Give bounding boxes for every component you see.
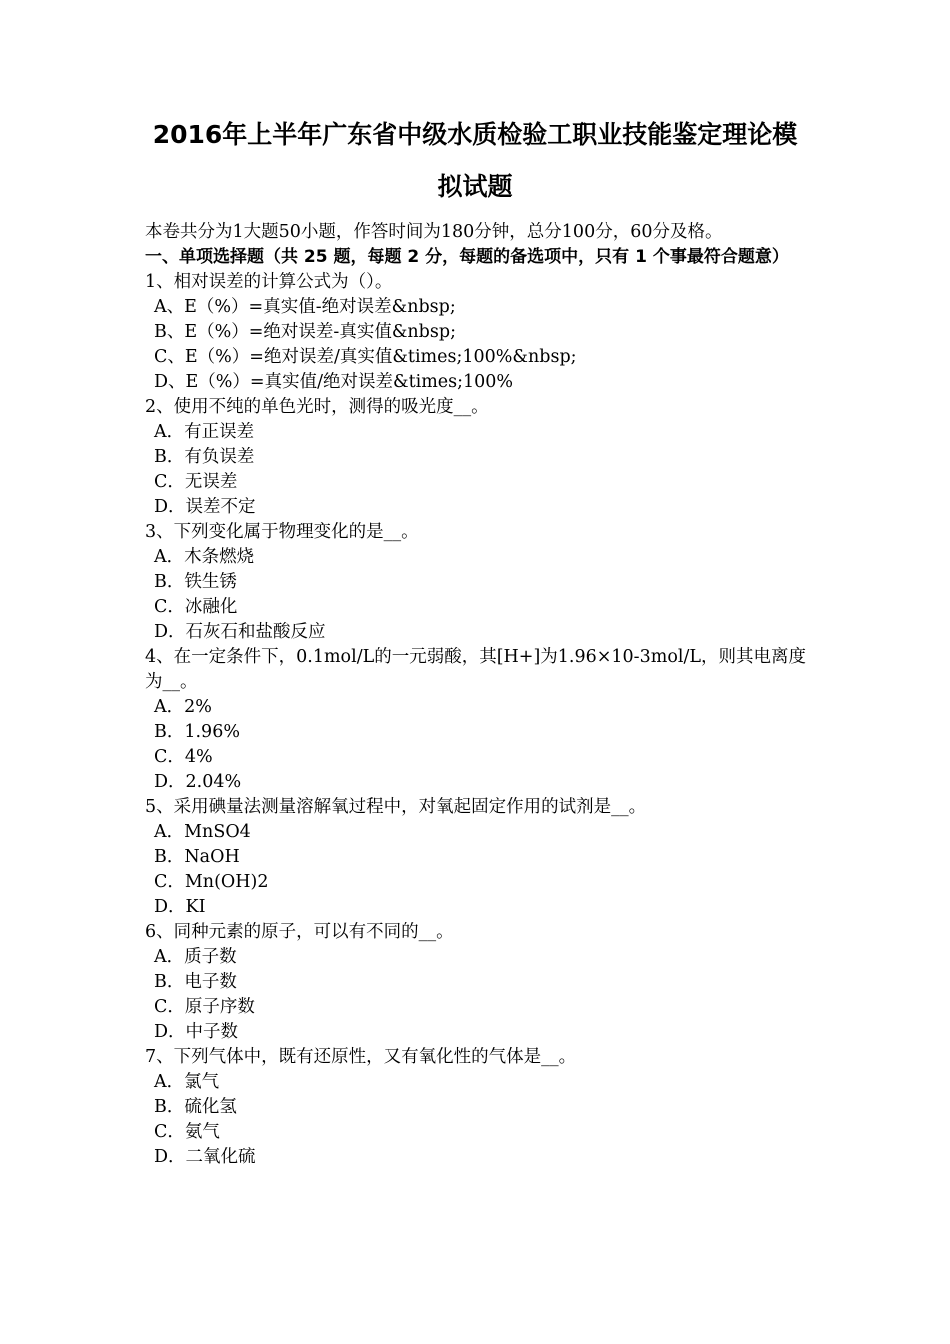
option-a: A．有正误差: [154, 422, 255, 442]
option-d: D．石灰石和盐酸反应: [154, 622, 326, 642]
option-c: C、E（%）=绝对误差/真实值&times;100%&nbsp;: [154, 347, 577, 367]
option-b: B．有负误差: [154, 447, 255, 467]
option-a: A、E（%）=真实值-绝对误差&nbsp;: [154, 297, 456, 317]
question-text: 1、相对误差的计算公式为（）。: [145, 272, 393, 292]
option-b: B．铁生锈: [154, 572, 237, 592]
question-1: [145, 270, 815, 395]
option-b: B、E（%）=绝对误差-真实值&nbsp;: [154, 322, 456, 342]
question-text: 3、下列变化属于物理变化的是__。: [145, 522, 419, 542]
question-7: [145, 1045, 815, 1170]
option-d: D．中子数: [154, 1022, 239, 1042]
option-a: A．木条燃烧: [154, 547, 255, 567]
option-d: D．KI: [154, 897, 206, 917]
question-text: 4、在一定条件下，0.1mol/L的一元弱酸，其[H+]为1.96×10-3mol/L，则其电离度为__。: [145, 647, 806, 692]
question-text: 5、采用碘量法测量溶解氧过程中，对氧起固定作用的试剂是__。: [145, 797, 647, 817]
exam-intro: 本卷共分为1大题50小题，作答时间为180分钟，总分100分，60分及格。: [145, 222, 723, 242]
question-text: 2、使用不纯的单色光时，测得的吸光度__。: [145, 397, 489, 417]
document-title-line-2: 拟试题: [437, 172, 513, 201]
option-b: B．电子数: [154, 972, 237, 992]
question-text: 6、同种元素的原子，可以有不同的__。: [145, 922, 454, 942]
option-a: A．质子数: [154, 947, 237, 967]
option-b: B．硫化氢: [154, 1097, 237, 1117]
option-a: A．2%: [154, 697, 212, 717]
document-title-line-1: 2016年上半年广东省中级水质检验工职业技能鉴定理论模: [152, 120, 798, 149]
option-b: B．1.96%: [154, 722, 240, 742]
option-d: D．误差不定: [154, 497, 256, 517]
question-6: [145, 920, 815, 1045]
question-text: 7、下列气体中，既有还原性，又有氧化性的气体是__。: [145, 1047, 577, 1067]
option-d: D．2.04%: [154, 772, 242, 792]
option-d: D．二氧化硫: [154, 1147, 256, 1167]
question-2: [145, 395, 815, 520]
option-b: B．NaOH: [154, 847, 240, 867]
document-body: [145, 220, 815, 1170]
question-4: [145, 645, 815, 795]
option-c: C．无误差: [154, 472, 238, 492]
option-c: C．冰融化: [154, 597, 238, 617]
section-heading: 一、单项选择题（共 25 题，每题 2 分，每题的备选项中，只有 1 个事最符合题意）: [145, 247, 789, 267]
option-c: C．原子序数: [154, 997, 255, 1017]
option-c: C．氨气: [154, 1122, 220, 1142]
option-a: A．MnSO4: [154, 822, 251, 842]
option-a: A．氯气: [154, 1072, 220, 1092]
option-c: C．4%: [154, 747, 213, 767]
question-5: [145, 795, 815, 920]
question-3: [145, 520, 815, 645]
option-c: C．Mn(OH)2: [154, 872, 269, 892]
option-d: D、E（%）=真实值/绝对误差&times;100%: [154, 372, 514, 392]
